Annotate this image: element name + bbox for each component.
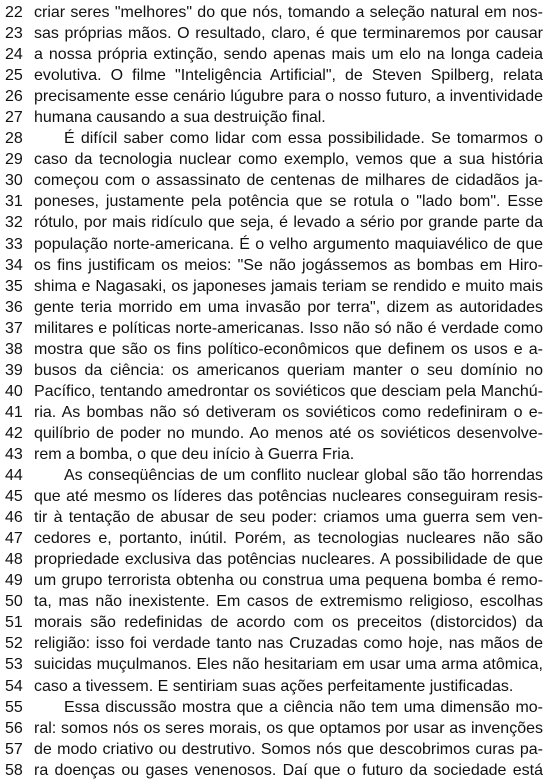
text-line	[0, 339, 551, 360]
line-text: a nossa própria extinção, sendo apenas mais um elo na longa cadeia	[34, 46, 543, 64]
text-line	[0, 570, 551, 591]
line-number: 37	[5, 319, 23, 337]
text-line	[0, 654, 551, 675]
text-line	[0, 718, 551, 739]
line-number: 22	[5, 4, 23, 21]
text-line	[0, 65, 551, 86]
line-number: 53	[5, 656, 23, 674]
line-number: 30	[5, 172, 23, 190]
line-number: 55	[5, 698, 23, 716]
text-line	[0, 402, 551, 423]
text-line	[0, 276, 551, 297]
paragraph-first-line: As conseqüências de um conflito nuclear global são tão horrendas	[64, 467, 543, 485]
line-number: 38	[5, 340, 23, 358]
line-text: começou com o assassinato de centenas de milhares de cidadãos ja-	[34, 172, 543, 190]
line-text: precisamente esse cenário lúgubre para o nosso futuro, a inventividade	[34, 88, 543, 106]
document-page	[0, 2, 551, 779]
line-text: gente teria morrido em uma invasão por terra", dizem as autoridades	[34, 298, 543, 316]
line-text: poneses, justamente pela potência que se rotula o "lado bom". Esse	[34, 193, 543, 211]
text-line	[0, 191, 551, 212]
line-number: 32	[5, 214, 23, 232]
line-text: cedores e, portanto, inútil. Porém, as tecnologias nucleares não são	[34, 530, 543, 548]
text-line	[0, 23, 551, 44]
text-line	[0, 212, 551, 233]
line-number: 44	[5, 467, 23, 485]
text-line	[0, 549, 551, 570]
line-text: os fins justificam os meios: "Se não jogássemos as bombas em Hiro-	[34, 256, 543, 274]
line-text: busos da ciência: os americanos queriam manter o seu domínio no	[34, 361, 543, 379]
text-line	[0, 697, 551, 718]
line-number: 45	[5, 488, 23, 506]
text-line	[0, 676, 551, 697]
line-text: população norte-americana. É o velho argumento maquiavélico de que	[34, 235, 543, 253]
line-text: sas próprias mãos. O resultado, claro, é que terminaremos por causar	[34, 25, 543, 43]
line-text: ria. As bombas não só detiveram os soviéticos como redefiniram o e-	[34, 403, 543, 421]
text-line	[0, 633, 551, 654]
line-text: morais são redefinidas de acordo com os preceitos (distorcidos) da	[34, 614, 543, 632]
text-line	[0, 591, 551, 612]
line-number: 39	[5, 361, 23, 379]
line-number: 24	[5, 46, 23, 64]
text-line	[0, 423, 551, 444]
line-number: 34	[5, 256, 23, 274]
line-number: 42	[5, 424, 23, 442]
line-number: 56	[5, 719, 23, 737]
line-text: caso a tivessem. E sentiriam suas ações perfeitamente justificadas.	[34, 677, 514, 695]
text-line	[0, 297, 551, 318]
line-text: militares e políticas norte-americanas. Isso não só não é verdade como	[34, 319, 543, 337]
line-number: 35	[5, 277, 23, 295]
line-number: 43	[5, 445, 23, 463]
line-number: 46	[5, 509, 23, 527]
line-number: 27	[5, 109, 23, 127]
line-number: 26	[5, 88, 23, 106]
line-text: propriedade exclusiva das potências nucleares. A possibilidade de que	[34, 551, 543, 569]
line-text: rótulo, por mais ridículo que seja, é levado a sério por grande parte da	[34, 214, 543, 232]
line-number: 41	[5, 403, 23, 421]
line-number: 31	[5, 193, 23, 211]
text-line	[0, 444, 551, 465]
text-line	[0, 149, 551, 170]
line-number: 40	[5, 382, 23, 400]
text-line	[0, 255, 551, 276]
line-text: evolutiva. O filme "Inteligência Artificial", de Steven Spilberg, relata	[34, 67, 543, 85]
line-number: 54	[5, 677, 23, 695]
line-number: 33	[5, 235, 23, 253]
line-text: ra doenças ou gases venenosos. Daí que o futuro da sociedade está	[34, 761, 543, 779]
line-text: um grupo terrorista obtenha ou construa uma pequena bomba é remo-	[34, 572, 543, 590]
line-number: 28	[5, 130, 23, 148]
line-number: 29	[5, 151, 23, 169]
paragraph-first-line: É difícil saber como lidar com essa possibilidade. Se tomarmos o	[64, 130, 543, 148]
line-text: quilíbrio de poder no mundo. Ao menos até os soviéticos desenvolve-	[34, 424, 543, 442]
text-line	[0, 2, 551, 23]
line-text: tir à tentação de abusar de seu poder: criamos uma guerra sem ven-	[34, 509, 543, 527]
line-number: 58	[5, 761, 23, 779]
line-text: de modo criativo ou destrutivo. Somos nós que descobrimos curas pa-	[34, 740, 543, 758]
text-line	[0, 360, 551, 381]
line-text: suicidas muçulmanos. Eles não hesitariam em usar uma arma atômica,	[34, 656, 543, 674]
line-text: Pacífico, tentando amedrontar os soviéticos que desciam pela Manchú-	[34, 382, 543, 400]
line-number: 52	[5, 635, 23, 653]
paragraph-first-line: Essa discussão mostra que a ciência não tem uma dimensão mo-	[64, 698, 543, 716]
text-line	[0, 612, 551, 633]
line-number: 23	[5, 25, 23, 43]
line-text: caso da tecnologia nuclear como exemplo, vemos que a sua história	[34, 151, 543, 169]
text-line	[0, 44, 551, 65]
text-line	[0, 486, 551, 507]
text-line	[0, 107, 551, 128]
text-line	[0, 528, 551, 549]
text-line	[0, 318, 551, 339]
line-number: 36	[5, 298, 23, 316]
line-number: 51	[5, 614, 23, 632]
line-text: rem a bomba, o que deu início à Guerra Fria.	[34, 445, 355, 463]
text-line	[0, 170, 551, 191]
line-number: 57	[5, 740, 23, 758]
line-text: criar seres "melhores" do que nós, tomando a seleção natural em nos-	[34, 4, 543, 21]
text-line	[0, 465, 551, 486]
text-line	[0, 760, 551, 781]
line-number: 48	[5, 551, 23, 569]
text-line	[0, 507, 551, 528]
line-number: 50	[5, 593, 23, 611]
text-line	[0, 128, 551, 149]
line-text: shima e Nagasaki, os japoneses jamais teriam se rendido e muito mais	[34, 277, 543, 295]
text-line	[0, 86, 551, 107]
line-text: mostra que são os fins político-econômicos que definem os usos e a-	[34, 340, 543, 358]
line-number: 49	[5, 572, 23, 590]
line-text: humana causando a sua destruição final.	[34, 109, 326, 127]
text-line	[0, 234, 551, 255]
line-text: ta, mas não inexistente. Em casos de extremismo religioso, escolhas	[34, 593, 543, 611]
line-number: 47	[5, 530, 23, 548]
text-line	[0, 739, 551, 760]
line-text: que até mesmo os líderes das potências nucleares conseguiram resis-	[34, 488, 543, 506]
line-text: ral: somos nós os seres morais, os que optamos por usar as invenções	[34, 719, 543, 737]
text-line	[0, 381, 551, 402]
line-number: 25	[5, 67, 23, 85]
line-text: religião: isso foi verdade tanto nas Cruzadas como hoje, nas mãos de	[34, 635, 543, 653]
